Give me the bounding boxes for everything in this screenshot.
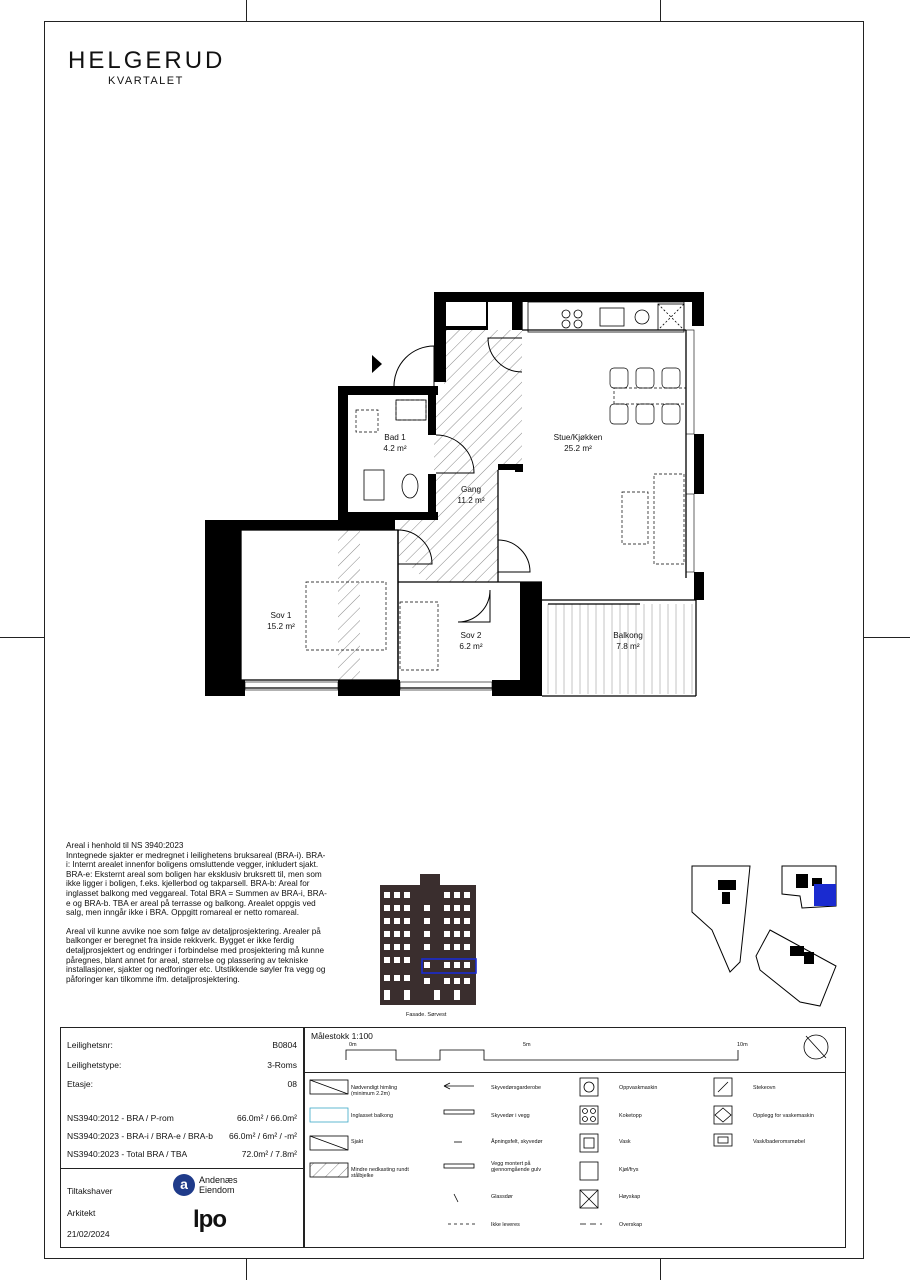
legend-item-washing-machine: Opplegg for vaskemaskin <box>753 1113 814 1119</box>
owner-label: Tiltakshaver <box>67 1186 113 1196</box>
room-area: 6.2 m² <box>459 642 483 651</box>
area-note-2: Areal vil kunne avvike noe som følge av detaljprosjektering. Arealer på balkonger er beregnet fra inside rekkverk. Bygget er ikke ferdig detaljprosjektert og endringer i forbindelse med prosjektering må kunne påregnes, blant annet for areal, størrelse og plassering av tekniske installasjoner, sjakter og nedforinger etc. Utstikkende søyler fra vegg og påforinger kan tilkomme ifm. detaljprosjektering. <box>66 926 326 984</box>
hatched-ceiling-area <box>398 330 522 582</box>
room-name: Bad 1 <box>384 433 406 442</box>
unit-label: Leilighetsnr: <box>67 1040 113 1050</box>
legend-item-not-delivered: Ikke leveres <box>491 1222 520 1228</box>
legend-item-shaft: Sjakt <box>351 1139 363 1145</box>
total-bra-value: 72.0m² / 7.8m² <box>241 1149 297 1159</box>
info-row-floor <box>67 1079 297 1089</box>
dining-set <box>610 368 686 564</box>
facade-caption: Fasade. Sørvest <box>406 1012 447 1018</box>
room-area: 15.2 m² <box>267 622 295 631</box>
legend-item-bath-furniture: Vask/baderomsmøbel <box>753 1139 806 1145</box>
room-bad1 <box>372 432 418 454</box>
unit-value: B0804 <box>272 1040 297 1050</box>
legend-item-sink: Vask <box>619 1139 631 1145</box>
room-area: 4.2 m² <box>383 444 407 453</box>
room-sov1 <box>256 610 306 632</box>
legend-item-fridge: Kjøl/frys <box>619 1167 639 1173</box>
area-notes <box>66 841 328 993</box>
room-gang <box>446 484 496 506</box>
bra-2023-value: 66.0m² / 6m² / -m² <box>228 1131 297 1141</box>
type-label: Leilighetstype: <box>67 1060 122 1070</box>
legend-item-beam: Mindre nedkasting rundt stålbjelke <box>351 1167 409 1180</box>
room-area: 11.2 m² <box>457 496 485 505</box>
info-row-bra-2023 <box>67 1131 297 1141</box>
type-value: 3-Roms <box>267 1060 297 1070</box>
legend-item-glazed-balcony: Inglasset balkong <box>351 1113 393 1119</box>
info-row-bra-2012 <box>67 1113 297 1123</box>
room-name: Sov 1 <box>270 611 292 620</box>
room-stue-kjokken <box>538 432 618 454</box>
architect-logo: lpo <box>193 1206 226 1233</box>
legend-item-glass-door: Glassdør <box>491 1194 513 1200</box>
brand-sub: KVARTALET <box>108 75 184 87</box>
bra-2012-label: NS3940:2012 - BRA / P-rom <box>67 1113 174 1123</box>
scale-tick-10: 10m <box>737 1042 748 1048</box>
legend-item-pocket-door: Skyvedør i vegg <box>491 1113 530 1119</box>
legend-item-dishwasher: Oppvaskmaskin <box>619 1085 658 1091</box>
date-value: 21/02/2024 <box>67 1229 110 1239</box>
total-bra-label: NS3940:2023 - Total BRA / TBA <box>67 1149 188 1159</box>
legend-item-sliding-opening: Åpningsfelt, skyvedør <box>491 1139 543 1145</box>
room-balkong <box>602 630 654 652</box>
legend-panel <box>304 1027 846 1248</box>
info-row-architect <box>67 1208 297 1218</box>
legend-item-wall-cabinet: Overskap <box>619 1222 643 1228</box>
scale-title: Målestokk 1:100 <box>311 1031 373 1041</box>
room-name: Balkong <box>613 631 643 640</box>
scale-tick-0: 0m <box>349 1042 357 1048</box>
bra-2023-label: NS3940:2023 - BRA-i / BRA-e / BRA-b <box>67 1131 213 1141</box>
legend-item-oven: Stekeovn <box>753 1085 776 1091</box>
room-name: Gang <box>460 485 482 494</box>
entrance-arrow-icon <box>372 355 382 373</box>
scale-tick-5: 5m <box>523 1042 531 1048</box>
room-sov2 <box>446 630 496 652</box>
legend-item-wardrobe: Skyvedørsgarderobe <box>491 1085 542 1091</box>
architect-label: Arkitekt <box>67 1208 96 1218</box>
andenaes-logo-icon: a <box>173 1174 195 1196</box>
info-row-type <box>67 1060 297 1070</box>
owner-logo-text: Andenæs Eiendom <box>199 1175 238 1195</box>
room-area: 25.2 m² <box>564 444 592 453</box>
info-row-date <box>67 1229 297 1239</box>
room-name: Sov 2 <box>460 631 482 640</box>
info-row-unit <box>67 1040 297 1050</box>
floor-value: 08 <box>287 1079 297 1089</box>
room-area: 7.8 m² <box>616 642 640 651</box>
legend-item-tall-cabinet: Høyskap <box>619 1194 641 1200</box>
owner-logo <box>173 1174 259 1196</box>
unit-info-table <box>60 1027 304 1248</box>
area-note-1: Areal i henhold til NS 3940:2023 Inntegnede sjakter er medregnet i leilighetens bruksareal (BRA-i). BRA-i: Internt arealet innenfor boligens omsluttende vegger, inkludert sjakt. BRA-e: Eksternt areal som boligen har eksklusiv bruksrett til, men som ikke ligger i boligen, f.eks. kjellerbod og takparsell. BRA-b: Areal for inglasset balkong med veggareal. Total BRA = Summen av BRA-i, BRA-e og BRA-b. TBA er areal på terrasse og balkong. Arealet oppgis ved salg, men inngår ikke i BRA. Oppgitt romareal er netto romareal. <box>66 841 327 918</box>
bra-2012-value: 66.0m² / 66.0m² <box>237 1113 297 1123</box>
floor-label: Etasje: <box>67 1079 93 1089</box>
info-row-total-bra <box>67 1149 297 1159</box>
legend-item-cooktop: Koketopp <box>619 1113 642 1119</box>
room-name: Stue/Kjøkken <box>553 433 603 442</box>
kitchen-counter <box>528 302 684 332</box>
hatched-beam-area <box>338 530 360 680</box>
legend-item-ceiling: Nødvendigt himling (minimum 2.2m) <box>351 1085 398 1098</box>
brand-name: HELGERUD <box>68 47 226 74</box>
legend-item-wall-floor: Vegg montert på gjennomgående gulv <box>491 1161 542 1174</box>
